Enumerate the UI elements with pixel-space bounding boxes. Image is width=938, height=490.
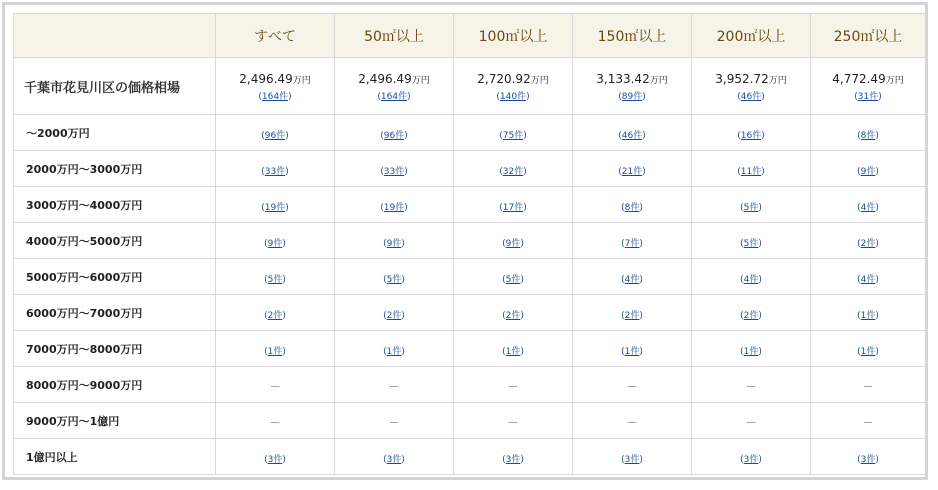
column-header-row — [14, 14, 926, 58]
listing-count-cell — [692, 367, 811, 403]
no-listings-dash: － — [388, 380, 400, 393]
listing-count-cell: (16件) — [692, 115, 811, 151]
price-unit: 万円 — [885, 76, 904, 86]
listing-count-cell: (1件) — [573, 331, 692, 367]
price-range-label: 9000万円～1億円 — [14, 403, 216, 439]
price-range-row — [14, 367, 926, 403]
listing-count-link[interactable]: 5件 — [505, 275, 521, 285]
price-range-label: 8000万円～9000万円 — [14, 367, 216, 403]
listing-count-cell — [454, 367, 573, 403]
listing-count-cell — [335, 367, 454, 403]
listing-count-link[interactable]: 31件 — [857, 92, 879, 102]
listing-count-link[interactable]: 3件 — [624, 455, 640, 465]
price-range-row — [14, 151, 926, 187]
no-listings-dash: － — [507, 380, 519, 393]
listing-count-link[interactable]: 11件 — [740, 167, 762, 177]
listing-count-link[interactable]: 16件 — [740, 131, 762, 141]
listing-count-cell: (3件) — [811, 439, 926, 475]
no-listings-dash: － — [269, 380, 281, 393]
no-listings-dash: － — [388, 416, 400, 429]
listing-count-link[interactable]: 96件 — [383, 131, 405, 141]
listing-count-cell — [573, 403, 692, 439]
listing-count-link[interactable]: 1件 — [860, 347, 876, 357]
listing-count-link[interactable]: 1件 — [386, 347, 402, 357]
column-header-50: 50㎡以上 — [335, 14, 454, 58]
no-listings-dash: － — [745, 380, 757, 393]
listing-count-cell: (1件) — [335, 331, 454, 367]
average-price-label: 千葉市花見川区の価格相場 — [14, 58, 216, 115]
listing-count-link[interactable]: 2件 — [743, 311, 759, 321]
listing-count-cell: (96件) — [216, 115, 335, 151]
price-range-row — [14, 223, 926, 259]
listing-count-cell — [573, 367, 692, 403]
listing-count-link[interactable]: 2件 — [505, 311, 521, 321]
listing-count-cell: (5件) — [454, 259, 573, 295]
listing-count-link[interactable]: 33件 — [264, 167, 286, 177]
average-price-cell: 3,133.42万円 (89件) — [573, 58, 692, 115]
listing-count-link[interactable]: 8件 — [624, 203, 640, 213]
listing-count-link[interactable]: 4件 — [860, 275, 876, 285]
listing-count-cell: (17件) — [454, 187, 573, 223]
listing-count-link[interactable]: 1件 — [624, 347, 640, 357]
listing-count-cell — [811, 403, 926, 439]
column-header-all: すべて — [216, 14, 335, 58]
listing-count-cell: (4件) — [811, 259, 926, 295]
listing-count-cell: (9件) — [335, 223, 454, 259]
listing-count-cell: (3件) — [573, 439, 692, 475]
listing-count-cell: (4件) — [811, 187, 926, 223]
listing-count-link[interactable]: 4件 — [624, 275, 640, 285]
listing-count-link[interactable]: 7件 — [624, 239, 640, 249]
listing-count-cell: (3件) — [454, 439, 573, 475]
average-price-cell: 2,720.92万円 (140件) — [454, 58, 573, 115]
listing-count-cell: (4件) — [573, 259, 692, 295]
listing-count-link[interactable]: 5件 — [743, 203, 759, 213]
listing-count-cell — [811, 367, 926, 403]
listing-count-cell: (19件) — [216, 187, 335, 223]
average-price-value: 4,772.49 — [832, 72, 886, 86]
listing-count-link[interactable]: 4件 — [860, 203, 876, 213]
listing-count-cell: (2件) — [335, 295, 454, 331]
no-listings-dash: － — [862, 416, 874, 429]
listing-count-link[interactable]: 1件 — [267, 347, 283, 357]
price-range-row — [14, 295, 926, 331]
listing-count-cell: (2件) — [216, 295, 335, 331]
header-corner — [14, 14, 216, 58]
listing-count-cell: (46件) — [573, 115, 692, 151]
listing-count-link[interactable]: 5件 — [267, 275, 283, 285]
listing-count-link[interactable]: 5件 — [743, 239, 759, 249]
average-price-cell: 2,496.49万円 (164件) — [335, 58, 454, 115]
listing-count-link[interactable]: 1件 — [743, 347, 759, 357]
listing-count-link[interactable]: 164件 — [261, 92, 289, 102]
listing-count-link[interactable]: 9件 — [267, 239, 283, 249]
listing-count-link[interactable]: 4件 — [743, 275, 759, 285]
listing-count-cell: (2件) — [573, 295, 692, 331]
listing-count-link[interactable]: 3件 — [505, 455, 521, 465]
price-unit: 万円 — [768, 76, 787, 86]
listing-count-link[interactable]: 5件 — [386, 275, 402, 285]
average-price-value: 3,133.42 — [596, 72, 650, 86]
listing-count-cell: (1件) — [692, 331, 811, 367]
price-range-label: 5000万円～6000万円 — [14, 259, 216, 295]
listing-count-cell: (9件) — [216, 223, 335, 259]
average-price-value: 2,496.49 — [239, 72, 293, 86]
price-unit: 万円 — [530, 76, 549, 86]
listing-count-cell: (8件) — [811, 115, 926, 151]
average-price-value: 2,496.49 — [358, 72, 412, 86]
average-price-value: 2,720.92 — [477, 72, 531, 86]
price-range-label: 2000万円～3000万円 — [14, 151, 216, 187]
listing-count-cell: (33件) — [216, 151, 335, 187]
listing-count-cell — [454, 403, 573, 439]
no-listings-dash: － — [745, 416, 757, 429]
listing-count-link[interactable]: 46件 — [621, 131, 643, 141]
price-range-row — [14, 331, 926, 367]
price-range-row — [14, 403, 926, 439]
price-table-frame — [2, 2, 928, 480]
listing-count-cell: (7件) — [573, 223, 692, 259]
listing-count-link[interactable]: 140件 — [499, 92, 527, 102]
listing-count-link[interactable]: 1件 — [860, 311, 876, 321]
listing-count-cell: (21件) — [573, 151, 692, 187]
listing-count-cell — [216, 367, 335, 403]
listing-count-link[interactable]: 1件 — [505, 347, 521, 357]
listing-count-link[interactable]: 9件 — [505, 239, 521, 249]
listing-count-cell: (1件) — [454, 331, 573, 367]
listing-count-link[interactable]: 21件 — [621, 167, 643, 177]
listing-count-cell: (3件) — [692, 439, 811, 475]
price-range-table — [13, 13, 926, 475]
price-range-label: 3000万円～4000万円 — [14, 187, 216, 223]
price-range-label: ～2000万円 — [14, 115, 216, 151]
listing-count-cell: (2件) — [811, 223, 926, 259]
listing-count-link[interactable]: 19件 — [383, 203, 405, 213]
listing-count-cell: (2件) — [454, 295, 573, 331]
listing-count-link[interactable]: 32件 — [502, 167, 524, 177]
price-range-row — [14, 187, 926, 223]
average-price-cell: 3,952.72万円 (46件) — [692, 58, 811, 115]
listing-count-link[interactable]: 3件 — [267, 455, 283, 465]
column-header-150: 150㎡以上 — [573, 14, 692, 58]
listing-count-cell — [335, 403, 454, 439]
listing-count-link[interactable]: 2件 — [267, 311, 283, 321]
listing-count-cell: (5件) — [692, 187, 811, 223]
listing-count-link[interactable]: 3件 — [743, 455, 759, 465]
price-range-label: 6000万円～7000万円 — [14, 295, 216, 331]
column-header-250: 250㎡以上 — [811, 14, 926, 58]
listing-count-cell: (33件) — [335, 151, 454, 187]
price-range-label: 4000万円～5000万円 — [14, 223, 216, 259]
listing-count-link[interactable]: 2件 — [624, 311, 640, 321]
listing-count-cell — [692, 403, 811, 439]
no-listings-dash: － — [862, 380, 874, 393]
listing-count-link[interactable]: 46件 — [740, 92, 762, 102]
listing-count-cell: (75件) — [454, 115, 573, 151]
listing-count-link[interactable]: 9件 — [860, 167, 876, 177]
no-listings-dash: － — [507, 416, 519, 429]
listing-count-cell: (96件) — [335, 115, 454, 151]
average-price-cell: 4,772.49万円 (31件) — [811, 58, 926, 115]
price-unit: 万円 — [411, 76, 430, 86]
listing-count-cell: (8件) — [573, 187, 692, 223]
listing-count-cell — [216, 403, 335, 439]
listing-count-cell: (4件) — [692, 259, 811, 295]
listing-count-link[interactable]: 89件 — [621, 92, 643, 102]
listing-count-link[interactable]: 75件 — [502, 131, 524, 141]
listing-count-link[interactable]: 9件 — [386, 239, 402, 249]
price-unit: 万円 — [292, 76, 311, 86]
column-header-200: 200㎡以上 — [692, 14, 811, 58]
listing-count-link[interactable]: 164件 — [380, 92, 408, 102]
listing-count-cell: (3件) — [216, 439, 335, 475]
listing-count-link[interactable]: 3件 — [860, 455, 876, 465]
listing-count-cell: (1件) — [811, 331, 926, 367]
listing-count-cell: (5件) — [692, 223, 811, 259]
average-price-value: 3,952.72 — [715, 72, 769, 86]
listing-count-cell: (32件) — [454, 151, 573, 187]
listing-count-cell: (9件) — [454, 223, 573, 259]
no-listings-dash: － — [626, 416, 638, 429]
listing-count-cell: (19件) — [335, 187, 454, 223]
listing-count-cell: (3件) — [335, 439, 454, 475]
listing-count-link[interactable]: 2件 — [386, 311, 402, 321]
price-range-label: 1億円以上 — [14, 439, 216, 475]
no-listings-dash: － — [269, 416, 281, 429]
listing-count-cell: (1件) — [216, 331, 335, 367]
listing-count-link[interactable]: 19件 — [264, 203, 286, 213]
column-header-100: 100㎡以上 — [454, 14, 573, 58]
price-range-row — [14, 439, 926, 475]
listing-count-link[interactable]: 8件 — [860, 131, 876, 141]
listing-count-cell: (2件) — [692, 295, 811, 331]
listing-count-link[interactable]: 96件 — [264, 131, 286, 141]
price-range-row — [14, 115, 926, 151]
listing-count-cell: (11件) — [692, 151, 811, 187]
listing-count-cell: (5件) — [216, 259, 335, 295]
listing-count-link[interactable]: 3件 — [386, 455, 402, 465]
listing-count-link[interactable]: 17件 — [502, 203, 524, 213]
average-price-cell: 2,496.49万円 (164件) — [216, 58, 335, 115]
listing-count-cell: (5件) — [335, 259, 454, 295]
price-unit: 万円 — [649, 76, 668, 86]
listing-count-link[interactable]: 2件 — [860, 239, 876, 249]
average-price-row — [14, 58, 926, 115]
listing-count-cell: (9件) — [811, 151, 926, 187]
no-listings-dash: － — [626, 380, 638, 393]
price-range-row — [14, 259, 926, 295]
listing-count-link[interactable]: 33件 — [383, 167, 405, 177]
price-range-label: 7000万円～8000万円 — [14, 331, 216, 367]
listing-count-cell: (1件) — [811, 295, 926, 331]
